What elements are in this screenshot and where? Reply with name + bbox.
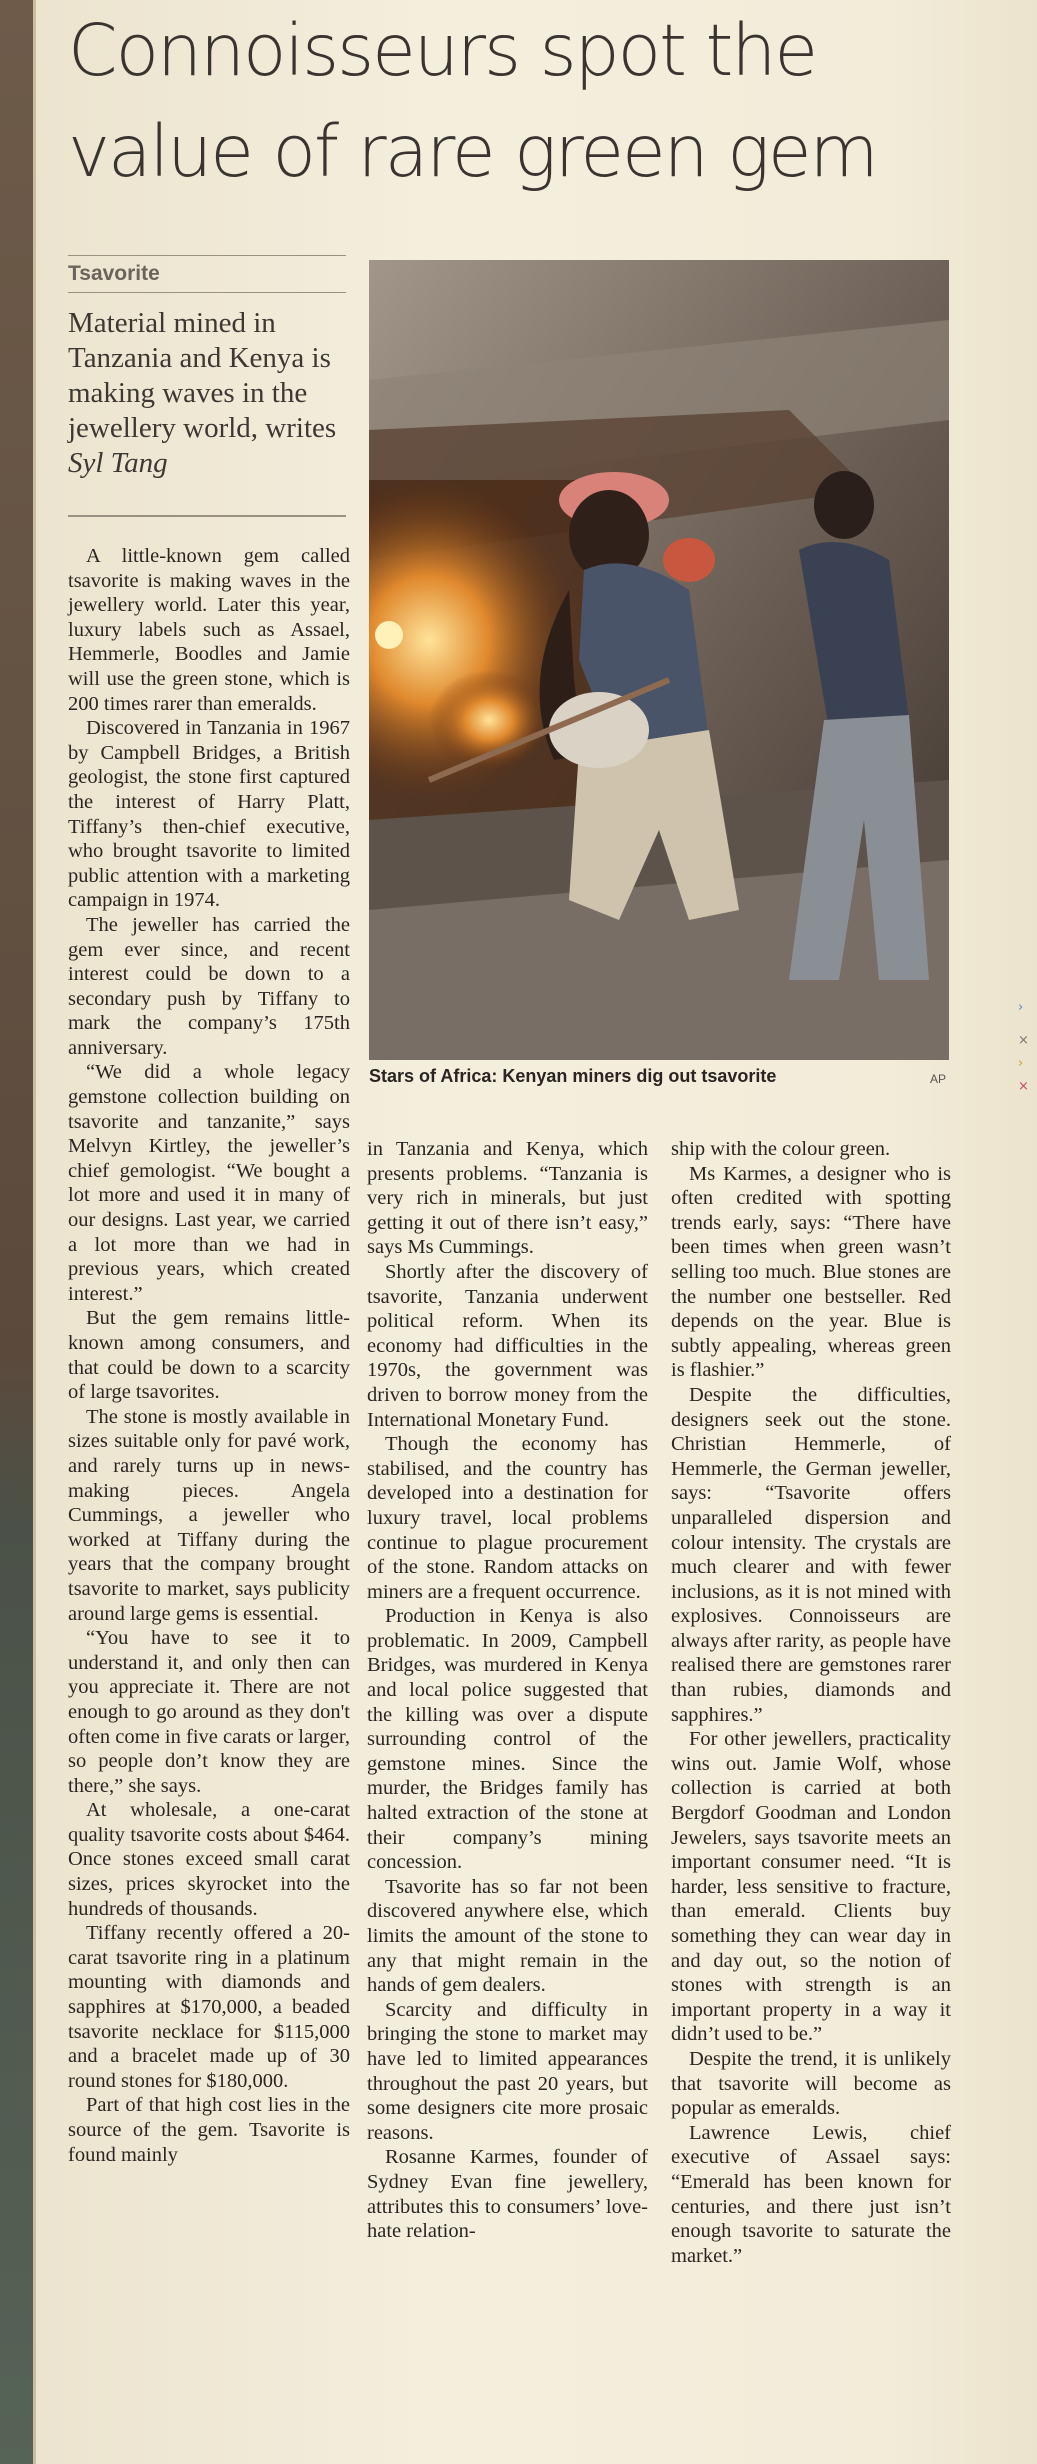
article-column-2 — [367, 1137, 648, 2244]
photo-credit: AP — [930, 1072, 947, 1086]
headline — [68, 0, 948, 202]
article-paragraph: Scarcity and difficulty in bringing the stone to market may have led to limited appearances throughout the past 20 years, but some designers cite more prosaic reasons. — [367, 1998, 648, 2144]
section-kicker: Tsavorite — [68, 255, 346, 293]
article-paragraph: Shortly after the discovery of tsavorite, Tanzania underwent political reform. When its economy had difficulties in the 1970s, the government was driven to borrow money from the International Monetary Fund. — [367, 1260, 648, 1431]
article-paragraph: Production in Kenya is also problematic. In 2009, Campbell Bridges, was murdered in Kenya and local police suggested that the killing was over a dispute surrounding control of the gemstone mines. Since the murder, the Bridges family has halted extraction of the stone at their company’s mining concession. — [367, 1605, 648, 1874]
article-paragraph: Discovered in Tanzania in 1967 by Campbell Bridges, a British geologist, the stone first captured the interest of Harry Platt, Tiffany’s then-chief executive, who brought tsavorite to limited public attention with a marketing campaign in 1974. — [68, 717, 350, 912]
article-paragraph: Though the economy has stabilised, and the country has developed into a destination for luxury travel, local problems continue to plague procurement of the stone. Random attacks on miners are a frequent occurrence. — [367, 1433, 648, 1603]
margin-marks: › × › × — [1018, 1000, 1029, 1094]
article-paragraph: Ms Karmes, a designer who is often credited with spotting trends early, says: “There have been times when green wasn’t selling too much. Blue stones are the number one bestseller. Red depends on the year. Blue is subtly appealing, whereas green is flashier.” — [671, 1162, 951, 1382]
article-paragraph: The stone is mostly available in sizes suitable only for pavé work, and rarely turns up in news-making pieces. Angela Cummings, a jeweller who worked at Tiffany during the years that the company brought tsavorite to market, says publicity around large gems is essential. — [68, 1405, 350, 1625]
article-paragraph: Despite the trend, it is unlikely that tsavorite will become as popular as emeralds. — [671, 2047, 951, 2120]
headline-line-2: value of rare green gem — [68, 110, 877, 193]
article-paragraph: At wholesale, a one-carat quality tsavorite costs about $464. Once stones exceed small carat sizes, prices skyrocket into the hundreds of thousands. — [68, 1799, 350, 1920]
article-paragraph: Tsavorite has so far not been discovered anywhere else, which limits the amount of the stone to any that might remain in the hands of gem dealers. — [367, 1875, 648, 1997]
article-column-3 — [671, 1137, 951, 2268]
miners-photo-illustration — [369, 260, 949, 1060]
article-paragraph: “You have to see it to understand it, and only then can you appreciate it. There are not enough to go around as they don't often come in five carats or larger, so people don’t know they are there,” she says. — [68, 1627, 350, 1797]
standfirst-rule — [68, 515, 346, 517]
standfirst — [68, 306, 348, 481]
article-paragraph: Part of that high cost lies in the source of the gem. Tsavorite is found mainly — [68, 2094, 350, 2166]
article-paragraph: Tiffany recently offered a 20-carat tsavorite ring in a platinum mounting with diamonds and sapphires at $170,000, a beaded tsavorite necklace for $115,000 and a bracelet made up of 30 round stones for $180,000. — [68, 1922, 350, 2092]
article-paragraph: A little-known gem called tsavorite is making waves in the jewellery world. Later this year, luxury labels such as Assael, Hemmerle, Boodles and Jamie will use the green stone, which is 200 times rarer than emeralds. — [68, 545, 350, 715]
article-paragraph: “We did a whole legacy gemstone collection building on tsavorite and tanzanite,” says Melvyn Kirtley, the jeweller’s chief gemologist. “We bought a lot more and used it in many of our designs. Last year, we carried a lot more than we had in previous years, which created interest.” — [68, 1061, 350, 1305]
article-paragraph: Rosanne Karmes, founder of Sydney Evan fine jewellery, attributes this to consumers’ love-hate relation- — [367, 2146, 648, 2243]
article-paragraph: Despite the difficulties, designers seek out the stone. Christian Hemmerle, of Hemmerle, the German jeweller, says: “Tsavorite offers unparalleled dispersion and colour intensity. The crystals are much clearer and with fewer inclusions, as it is not mined with explosives. Connoisseurs are always after rarity, as people have realised there are gemstones rarer than rubies, diamonds and sapphires.” — [671, 1383, 951, 1726]
article-column-1 — [68, 544, 350, 2167]
article-paragraph: For other jewellers, practicality wins out. Jamie Wolf, whose collection is carried at both Bergdorf Goodman and London Jewelers, says tsavorite meets an important consumer need. “It is harder, less sensitive to fracture, than emerald. Clients buy something they can wear day in and day out, so the notion of stones with strength is an important property in a way it didn’t used to be.” — [671, 1728, 951, 2046]
article-paragraph: The jeweller has carried the gem ever since, and recent interest could be down to a secondary push by Tiffany to mark the company’s 175th anniversary. — [68, 913, 350, 1059]
article-paragraph: ship with the colour green. — [671, 1138, 891, 1160]
miners-photo — [369, 260, 949, 1060]
article-paragraph: in Tanzania and Kenya, which presents problems. “Tanzania is very rich in minerals, but just getting it out of there isn’t easy,” says Ms Cummings. — [367, 1138, 648, 1259]
scanner-edge — [0, 0, 33, 2464]
standfirst-part-2: Tanzania and Kenya — [68, 342, 305, 374]
byline-author: Syl Tang — [68, 447, 168, 479]
article-paragraph: Lawrence Lewis, chief executive of Assael says: “Emerald has been known for centuries, and there just isn’t enough tsavorite to saturate the market.” — [671, 2121, 951, 2267]
article-paragraph: But the gem remains little-known among consumers, and that could be down to a scarcity of large tsavorites. — [68, 1307, 350, 1404]
standfirst-part-3: is making waves in the jewellery world, writes — [68, 342, 337, 444]
headline-line-1: Connoisseurs spot the — [68, 9, 817, 92]
photo-caption: Stars of Africa: Kenyan miners dig out tsavorite — [369, 1066, 777, 1086]
standfirst-part-1: Material mined in — [68, 307, 276, 339]
